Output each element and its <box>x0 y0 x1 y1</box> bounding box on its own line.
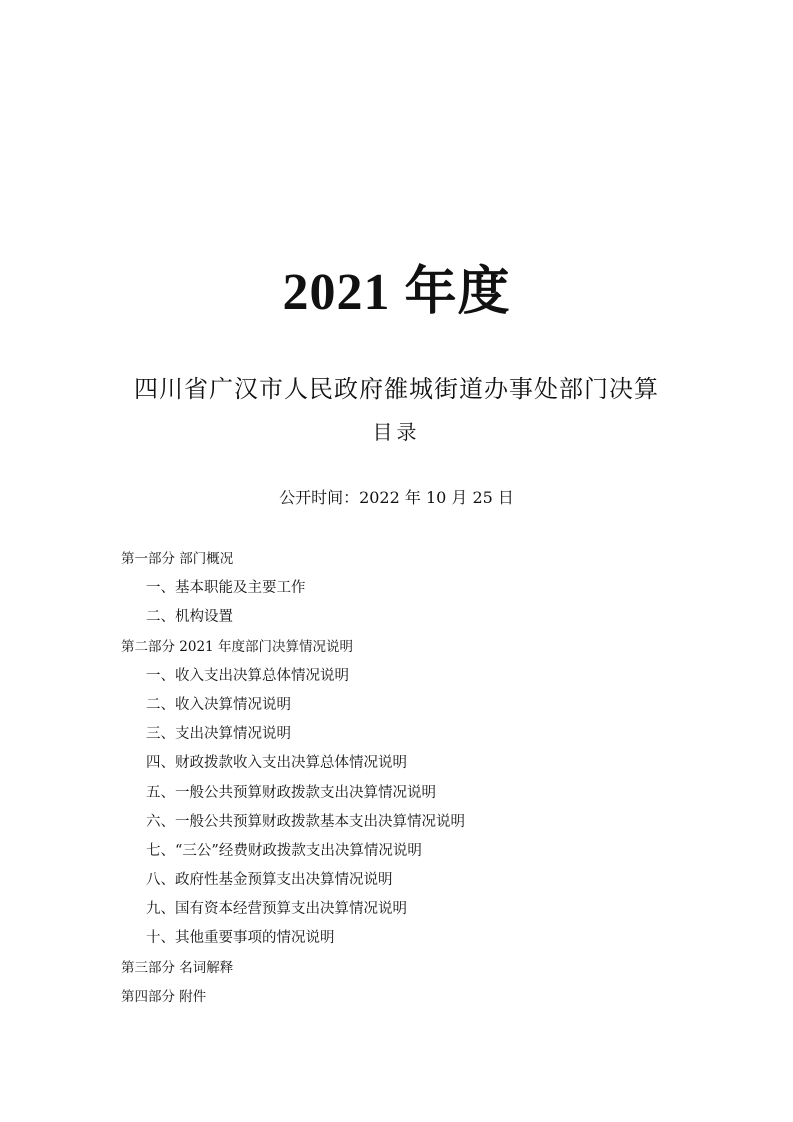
toc-part-3: 第三部分 名词解释 <box>121 959 234 976</box>
year-title: 2021 年度 <box>282 264 511 321</box>
toc-entry: 四、财政拨款收入支出决算总体情况说明 <box>146 755 407 772</box>
toc-entry: 一、基本职能及主要工作 <box>146 580 306 597</box>
toc-part-2: 第二部分 2021 年度部门决算情况说明 <box>121 638 353 655</box>
toc-heading: 目录 <box>372 420 421 444</box>
publish-date: 公开时间：2022 年 10 月 25 日 <box>279 488 514 507</box>
toc-entry: 一、收入支出决算总体情况说明 <box>146 667 349 684</box>
toc-entry: 二、机构设置 <box>146 609 233 626</box>
toc-entry: 七、“三公”经费财政拨款支出决算情况说明 <box>146 842 422 859</box>
toc-part-4: 第四部分 附件 <box>121 988 207 1005</box>
toc-entry: 八、政府性基金预算支出决算情况说明 <box>146 872 393 889</box>
toc-entry: 三、支出决算情况说明 <box>146 726 291 743</box>
toc-entry: 十、其他重要事项的情况说明 <box>146 930 335 947</box>
toc-entry: 五、一般公共预算财政拨款支出决算情况说明 <box>146 784 436 801</box>
toc-entry: 六、一般公共预算财政拨款基本支出决算情况说明 <box>146 813 465 830</box>
toc-entry: 九、国有资本经营预算支出决算情况说明 <box>146 901 407 918</box>
toc-part-1: 第一部分 部门概况 <box>121 551 234 567</box>
table-of-contents <box>121 545 681 1012</box>
department-title: 四川省广汉市人民政府雒城街道办事处部门决算 <box>134 375 659 403</box>
toc-entry: 二、收入决算情况说明 <box>146 696 291 713</box>
